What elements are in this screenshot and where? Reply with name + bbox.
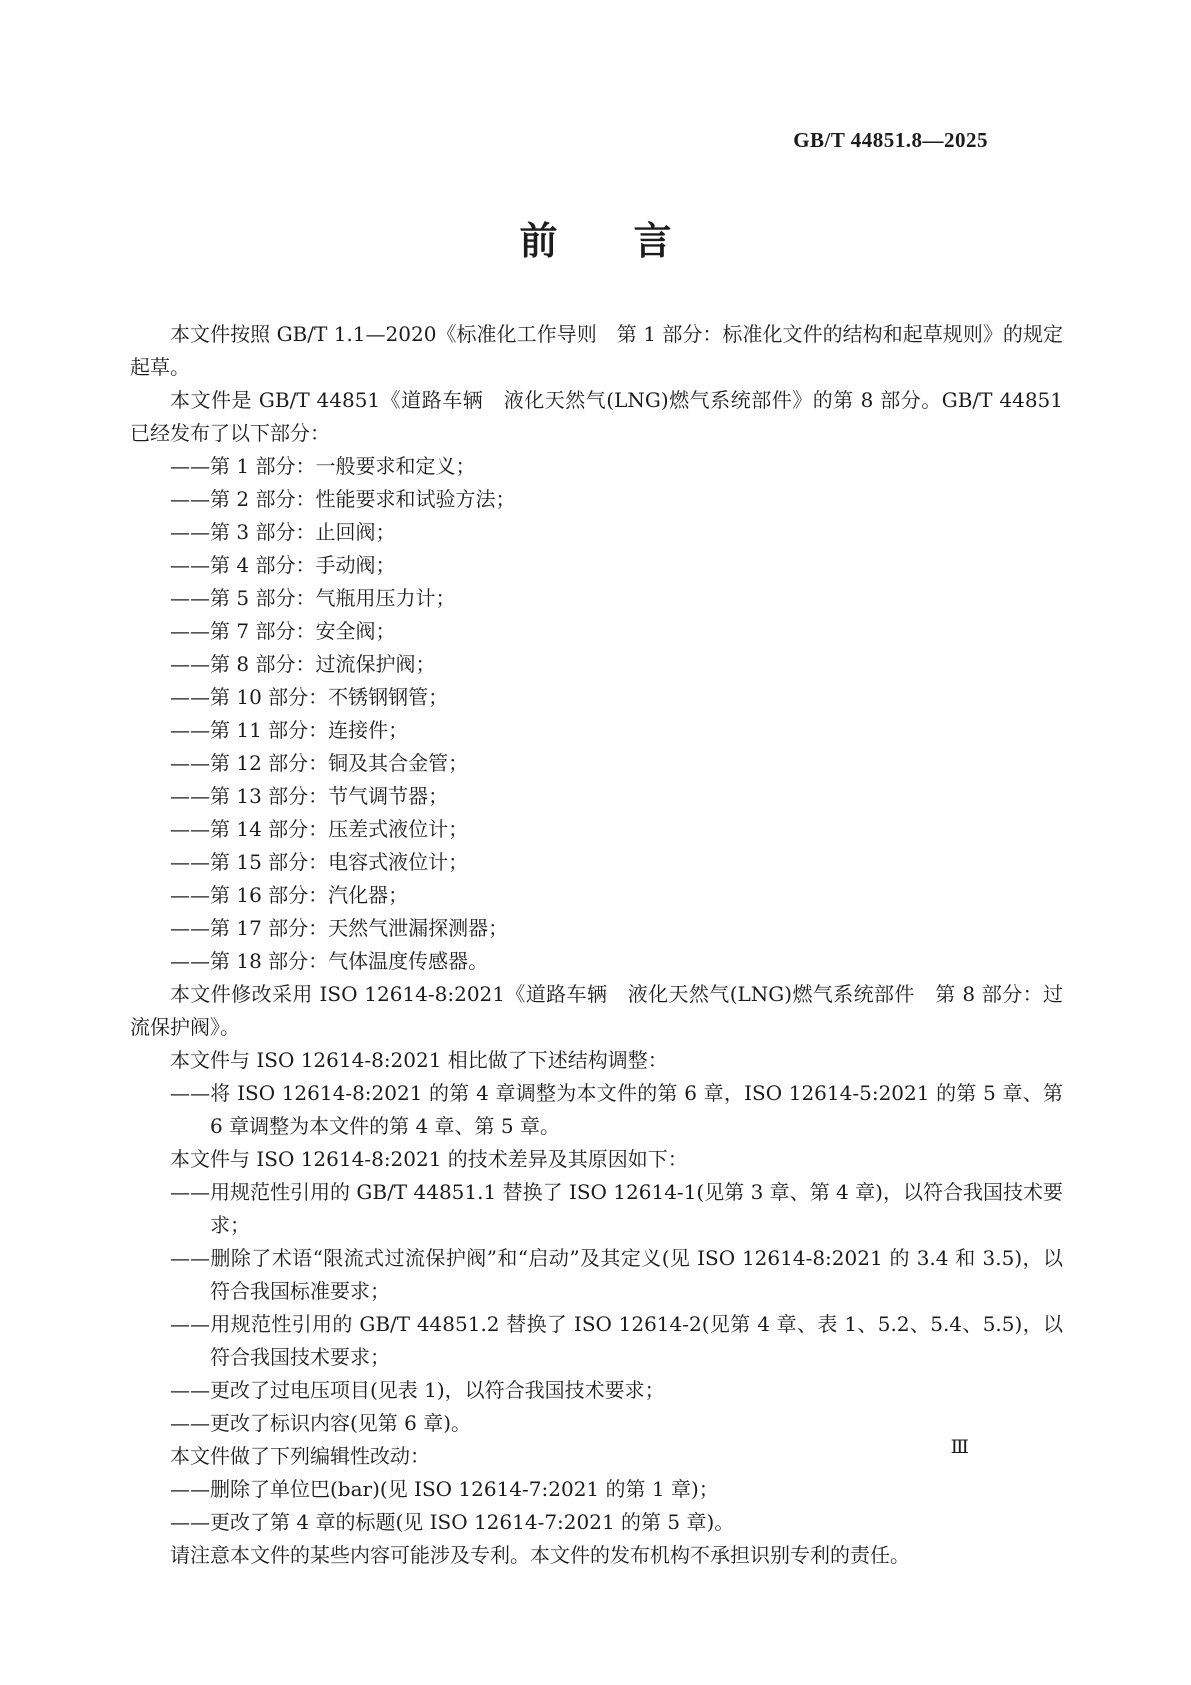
list-item: ——第 12 部分：铜及其合金管； [170, 751, 469, 775]
paragraph: 本文件做了下列编辑性改动： [170, 1444, 430, 1468]
list-item: ——第 13 部分：节气调节器； [170, 784, 449, 808]
list-item: ——第 10 部分：不锈钢钢管； [170, 685, 449, 709]
list-item: ——第 4 部分：手动阀； [170, 553, 396, 577]
list-item: ——更改了标识内容(见第 6 章)。 [170, 1411, 472, 1435]
paragraph: 本文件修改采用 ISO 12614-8:2021《道路车辆 液化天然气(LNG)燃气系统部件 第 8 部分：过流保护阀》。 [130, 982, 1063, 1039]
list-item: ——第 3 部分：止回阀； [170, 520, 396, 544]
list-item: ——第 11 部分：连接件； [170, 718, 409, 742]
list-item: ——第 5 部分：气瓶用压力计； [170, 586, 456, 610]
list-item: ——第 7 部分：安全阀； [170, 619, 396, 643]
list-item: ——更改了第 4 章的标题(见 ISO 12614-7:2021 的第 5 章)。 [170, 1510, 735, 1534]
list-item: ——将 ISO 12614-8:2021 的第 4 章调整为本文件的第 6 章，ISO 12614-5:2021 的第 5 章、第 6 章调整为本文件的第 4 章、第 5 章。 [170, 1081, 1063, 1138]
page-title: 前 言 [519, 218, 672, 263]
standard-number: GB/T 44851.8—2025 [793, 128, 988, 152]
page-number: Ⅲ [950, 1436, 969, 1458]
list-item: ——第 18 部分：气体温度传感器。 [170, 949, 489, 973]
foreword-body [130, 318, 1063, 1572]
paragraph: 请注意本文件的某些内容可能涉及专利。本文件的发布机构不承担识别专利的责任。 [170, 1543, 910, 1567]
paragraph: 本文件按照 GB/T 1.1—2020《标准化工作导则 第 1 部分：标准化文件的结构和起草规则》的规定起草。 [130, 322, 1063, 379]
list-item: ——第 1 部分：一般要求和定义； [170, 454, 476, 478]
list-item: ——第 16 部分：汽化器； [170, 883, 409, 907]
list-item: ——用规范性引用的 GB/T 44851.2 替换了 ISO 12614-2(见第 4 章、表 1、5.2、5.4、5.5)，以符合我国技术要求； [170, 1312, 1063, 1369]
paragraph: 本文件是 GB/T 44851《道路车辆 液化天然气(LNG)燃气系统部件》的第 8 部分。GB/T 44851 已经发布了以下部分： [130, 388, 1063, 445]
list-item: ——第 15 部分：电容式液位计； [170, 850, 469, 874]
paragraph: 本文件与 ISO 12614-8:2021 相比做了下述结构调整： [170, 1048, 668, 1072]
list-item: ——删除了术语“限流式过流保护阀”和“启动”及其定义(见 ISO 12614-8:2021 的 3.4 和 3.5)，以符合我国标准要求； [170, 1246, 1063, 1303]
list-item: ——用规范性引用的 GB/T 44851.1 替换了 ISO 12614-1(见第 3 章、第 4 章)，以符合我国技术要求； [170, 1180, 1063, 1237]
list-item: ——第 14 部分：压差式液位计； [170, 817, 469, 841]
list-item: ——更改了过电压项目(见表 1)，以符合我国技术要求； [170, 1378, 665, 1402]
list-item: ——删除了单位巴(bar)(见 ISO 12614-7:2021 的第 1 章)； [170, 1477, 719, 1501]
list-item: ——第 8 部分：过流保护阀； [170, 652, 436, 676]
list-item: ——第 2 部分：性能要求和试验方法； [170, 487, 516, 511]
paragraph: 本文件与 ISO 12614-8:2021 的技术差异及其原因如下： [170, 1147, 688, 1171]
list-item: ——第 17 部分：天然气泄漏探测器； [170, 916, 509, 940]
